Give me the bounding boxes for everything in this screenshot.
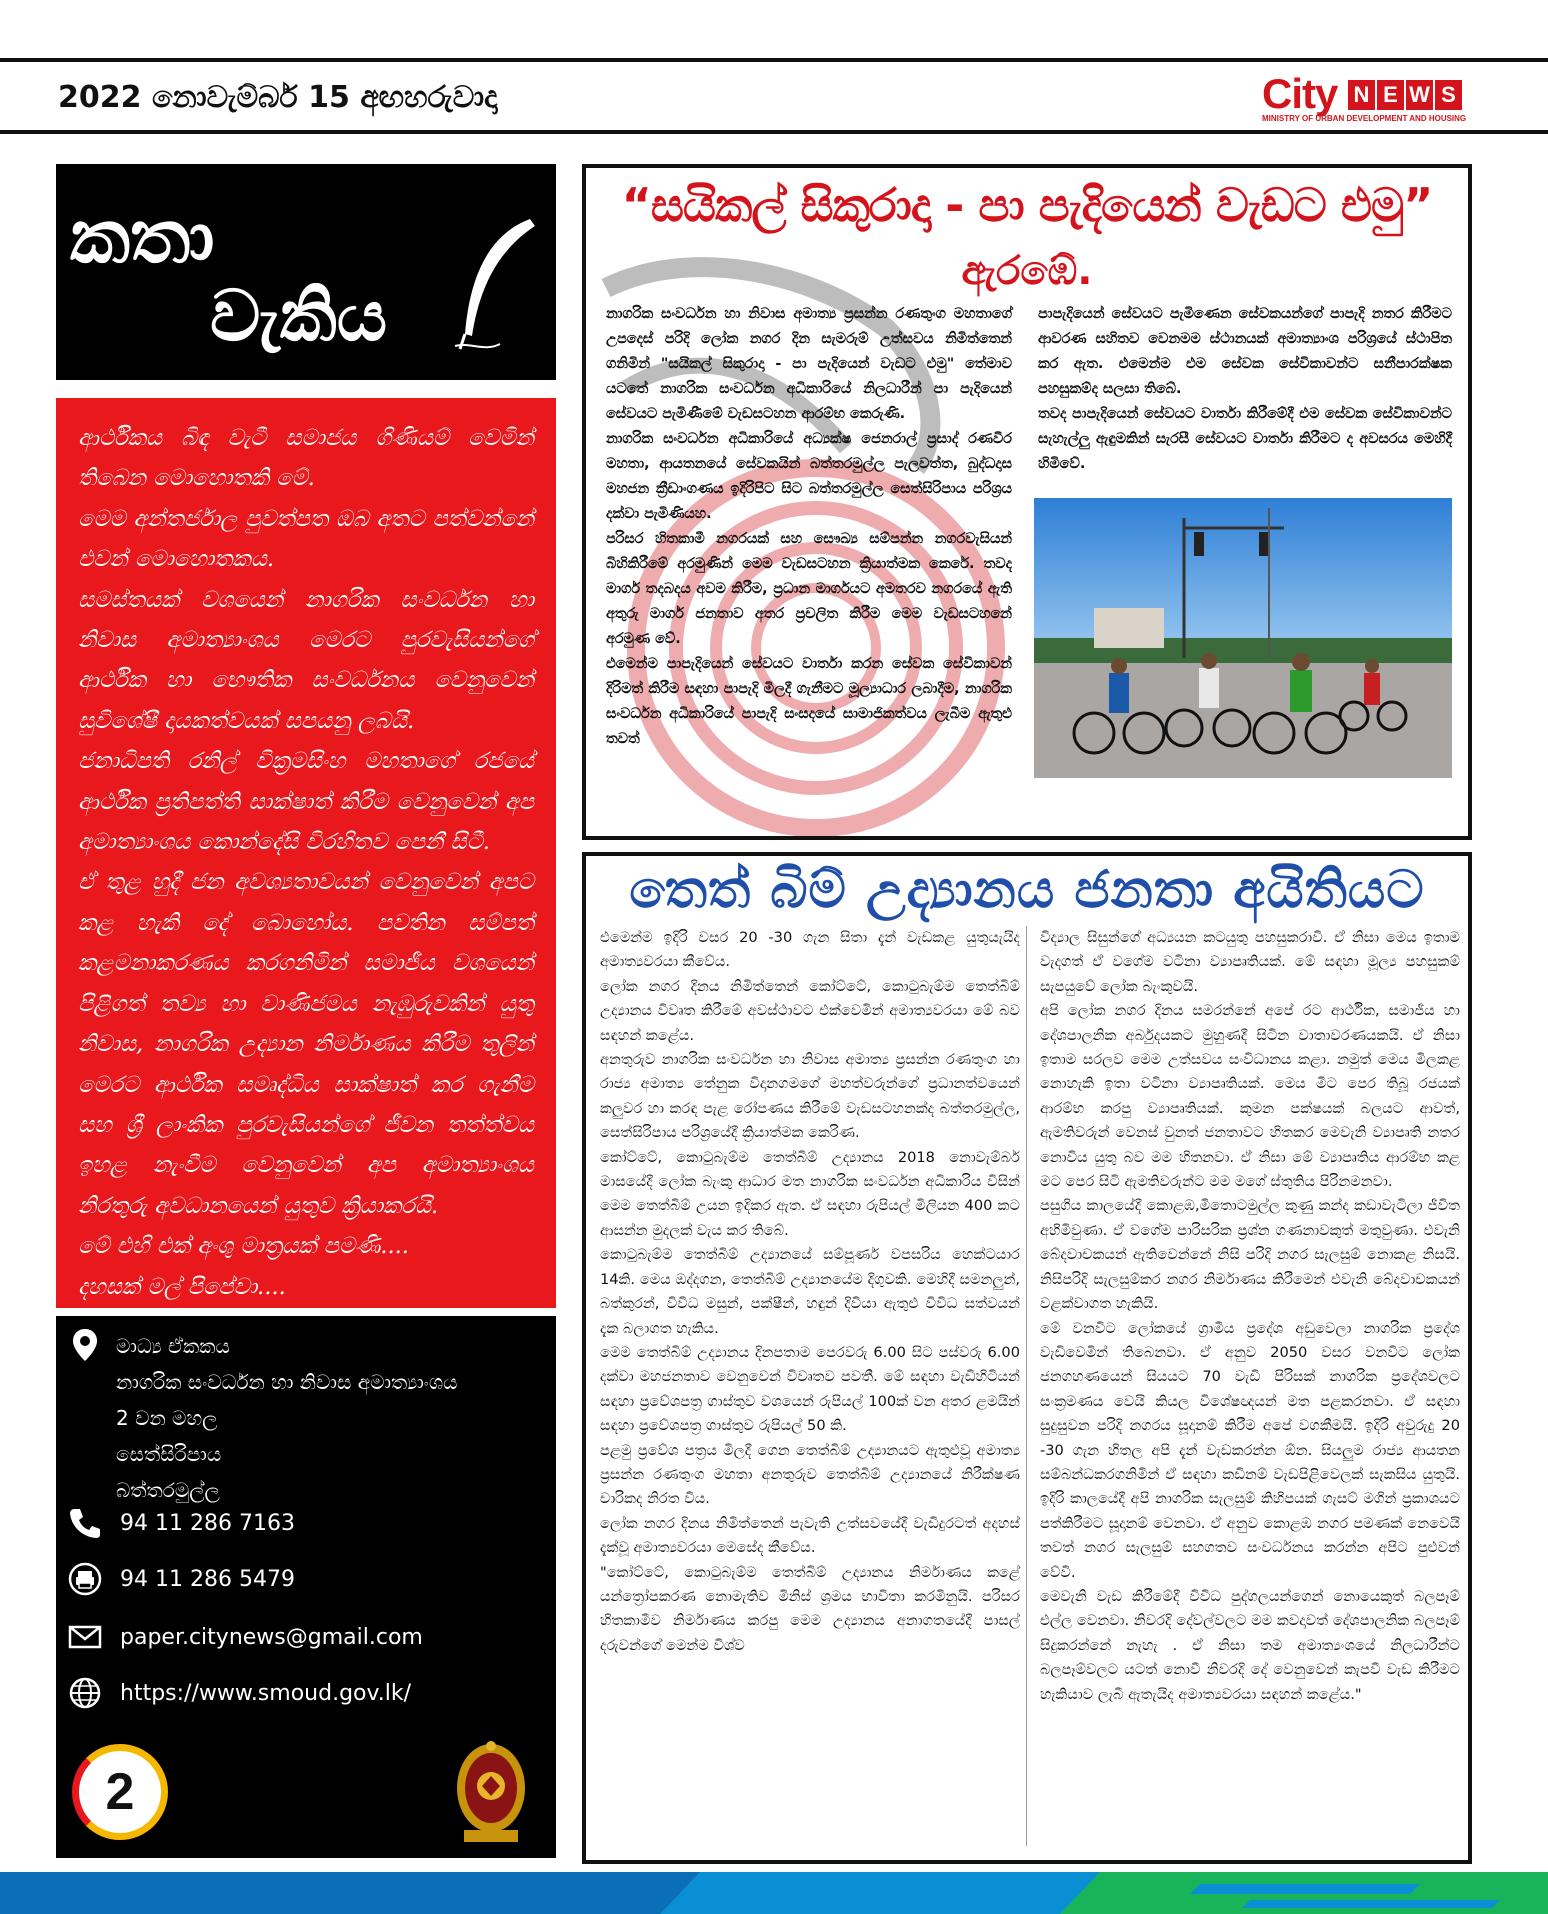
- issue-date: 2022 නොවැම්බර් 15 අඟහරුවාදා: [58, 80, 498, 115]
- phone-icon: [68, 1506, 102, 1540]
- editorial-paragraph: ජනාධිපති රනිල් වික්‍රමසිංහ මහතාගේ රජයේ ආර්ථික ප්‍රතිපත්ති සාක්ෂාත් කිරීම වෙනුවෙන් අප අමාත්‍යාංශය කොන්දේසි විරහිතව පෙනී සිටී.: [78, 748, 534, 856]
- editorial-paragraph: සමස්තයක් වශයෙන් නාගරික සංවර්ධන හා නිවාස අමාත්‍යාංශය මෙරට පුරවැසියන්ගේ ආර්ථික හා භෞතික සංවර්ධනය වෙනුවෙන් සුවිශේෂී දායකත්වයක් සපයනු ලබයි.: [78, 586, 534, 734]
- masthead-line-1: කතා: [70, 194, 215, 280]
- address-line: සෙත්සිරිපාය: [116, 1442, 222, 1466]
- article-paragraph: අපි ලෝක නගර දිනය සමරන්නේ අපේ රට ආර්ථික, සමාජීය හා දේශපාලනික අර්බුදයකට මුහුණදී සිටින වාතාවරණයකයි. ඒ නිසා ඉතාම සරලව මෙම උත්සවය සංවිධානය කළා. නමුත් මෙය මිලකළ නොහැකි ඉතා වටිනා ව්‍යාපෘතියක්. මෙය මීට පෙර තිබූ රජයක් ආරම්භ කරපු ව්‍යාපෘතියක්. කුමන පක්ෂයක් බලයට ආවත්, ඇමතිවරුන් වෙනස් වුනත් ජනතාවට හිතකර මෙවැනි ව්‍යාපෘති නතර නොවිය යුතු බව මම හිතනවා. ඒ නිසා මේ ව්‍යාපෘතිය ආරම්භ කළ මට පෙර සිටි ඇමතිවරුන්ට මම මගේ ස්තුතිය පිරිනමනවා.: [1040, 1002, 1460, 1191]
- phone-row: [68, 1506, 295, 1540]
- article-paragraph: අනතුරුව නාගරික සංවර්ධන හා නිවාස අමාත්‍ය ප්‍රසන්න රණතුංග හා රාජ්‍ය අමාත්‍ය තේනුක විදානගමගේ මහත්වරුන්ගේ ප්‍රධානත්වයෙන් කලුවර හා කරඳ පැළ රෝපණය කිරීමේ වැඩසටහනක්ද බත්තරමුල්ල, සෙත්සිරිපාය පරිශ්‍රයේදී ක්‍රියාත්මක කෙරිණ.: [600, 1051, 1020, 1142]
- editorial-paragraph: ආර්ථිකය බිඳ වැටී සමාජය ගිණියම් වෙමින් තිබෙන මොහොතකි මේ.: [78, 425, 534, 492]
- postal-address: [116, 1328, 458, 1508]
- phone-number: 94 11 286 7163: [120, 1510, 295, 1536]
- article-paragraph: එමෙන්ම පාපැදියෙන් සේවයට වාර්තා කරන සේවක සේවිකාවන් දිරිමත් කිරීම සඳහා පාපැදි මිලදී ගැනීමට මූල්‍යාධාර ලබාදීම, නාගරික සංවර්ධන අධිකාරියේ පාපැදි සංසදයේ සාමාජිකත්වය ලැබීම ඇතුළු තවත්: [606, 656, 1012, 747]
- logo-news-letters: [1348, 80, 1462, 110]
- header-top-rule: [0, 58, 1548, 62]
- article-column-right: [1038, 302, 1452, 477]
- article-paragraph: එමෙන්ම ඉදිරි වසර 20 -30 ගැන සිතා දැන් වැඩකළ යුතුයැයිද අමාත්‍යවරයා කීවේය.: [600, 929, 1020, 971]
- address-line: 2 වන මහල: [116, 1406, 218, 1430]
- logo-letter: W: [1406, 80, 1433, 110]
- article-headline: තෙත් බිම් උද්‍යානය ජනතා අයිතියට: [629, 860, 1425, 920]
- column-divider: [1026, 926, 1027, 1846]
- sri-lanka-emblem-icon: [454, 1740, 528, 1844]
- website-link[interactable]: https://www.smoud.gov.lk/: [120, 1680, 412, 1706]
- article-column-left: [600, 926, 1020, 1658]
- cyclists-photo: [1034, 498, 1452, 778]
- article-paragraph: කොටුබැම්ම තෙත්බිම් උද්‍යානයේ සම්පූර්ණ වපසරිය හෙක්ටයාර 14කි. මෙය ඔද්දගන, තෙත්බිම් උද්‍යානයේම දිගුවකි. මෙහිදී සමනලුන්, බත්කුරන්, විවිධ මසුන්, පක්ෂීන්, හඳුන් දිවියා ඇතුළු විවිධ සත්වයන් දැක බලාගත හැකිය.: [600, 1246, 1020, 1337]
- article-paragraph: තවද පාපැදියෙන් සේවයට වාර්තා කිරීමේදී එම සේවක සේවිකාවන්ට සැහැල්ලු ඇඳුමකින් සැරසී සේවයට වාර්තා කිරීමට ද අවසරය මෙහිදී හිමිවේ.: [1038, 406, 1452, 472]
- email-row: [68, 1620, 423, 1654]
- fax-icon: [68, 1562, 102, 1596]
- article-paragraph: නාගරික සංවර්ධන හා නිවාස අමාත්‍ය ප්‍රසන්න රණතුංග මහතාගේ උපදෙස් පරිදි ලෝක නගර දින සැමරුම් උත්සවය නිමිත්තෙන් ගනිමින් "සයිකල් සිකුරාදා - පා පැදියෙන් වැඩට එමු" තේමාව යටතේ නාගරික සංවර්ධන අධිකාරියේ නිලධාරීන් පා පැදියෙන් සේවයට පැමිණීමේ වැඩසටහන ආරම්භ කෙරුණි.: [606, 306, 1012, 422]
- article-paragraph: මේ වනවිට ලෝකයේ ග්‍රාමීය ප්‍රදේශ අඩුවෙලා නාගරික ප්‍රදේශ වැඩිවෙමින් තිබෙනවා. ඒ අනුව 2050 වසර වනවිට ලෝක ජනගහණයෙන් සියයට 70 වැඩි පිරිසක් නාගරික ප්‍රදේශවලට සංක්‍රමණය වෙයි කියල විශේෂඥයන් මත පළකරනවා. ඒ සඳහා සුදුසුවන පරිදි නගරය සූදානම් කිරීම අපේ වගකීමයි. ඉදිරි අවුරුදු 20 -30 ගැන හිතල අපි දැන් වැඩකරන්න ඕන. සියලුම රාජ්‍ය ආයතන සම්බන්ධකරගනිමින් ඒ සඳහා කඩිනම් වැඩපිළිවෙලක් සැකසිය යුතුයි. ඉදිරි කාලයේදී අපි නාගරික සැලසුම් කිහිපයක් ගැසට් මගින් ප්‍රකාශයට පත්කිරීමට සූදානම් වෙනවා. ඒ අනුව කොළඹ නගර පමණක් නෙවෙයි තවත් නගර සැලසුම් සහගතව සංවර්ධනය කරන්න අපිට පුළුවන් වේවි.: [1040, 1319, 1461, 1581]
- editorial-text-box: [56, 398, 556, 1308]
- city-news-logo: [1262, 70, 1502, 126]
- article-paragraph: මෙවැනි වැඩ කිරීමේදී විවිධ පුද්ගලයන්ගෙන් නොයෙකුත් බලපෑම් එල්ල වෙනවා. නිවරදි දේවල්වලට මම කවදාවත් දේශපාලනික බලපෑම් සිදුකරන්නේ නැහැ . ඒ නිසා තම අමාත්‍යංශයේ නිලධාරීන්ට බලපෑම්වලට යටත් නොවී නිවරදි දේ වෙනුවෙන් කැපවී වැඩ කිරීමට හැකියාව ලැබී ඇතැයිද අමාත්‍යවරයා සඳහන් කළේය.": [1040, 1587, 1460, 1703]
- quill-pen-icon: [450, 214, 540, 354]
- globe-icon: [68, 1676, 102, 1710]
- article-paragraph: මෙම තෙත්බිම් උද්‍යානය දිනපතාම පෙරවරු 6.00 සිට පස්වරු 6.00 දක්වා මහජනතාව වෙනුවෙන් විවෘතව පවතී. මේ සඳහා වැඩිහිටියන් සඳහා ප්‍රවේශපත්‍ර ගාස්තුව වශයෙන් රුපියල් 100ක් වන අතර ළමයින් සඳහා ප්‍රවේශපත්‍ර ගාස්තුව රුපියල් 50 කි.: [600, 1343, 1020, 1435]
- cycling-article: [582, 164, 1472, 840]
- logo-letter: S: [1435, 80, 1462, 110]
- editorial-paragraph: මේ එහි එක් අංශු මාත්‍රයක් පමණි....: [78, 1233, 409, 1260]
- fax-row: [68, 1562, 295, 1596]
- masthead-line-2: වැකිය: [210, 274, 388, 357]
- article-column-left: [606, 302, 1012, 752]
- logo-city-text: City: [1262, 70, 1338, 117]
- logo-letter: E: [1377, 80, 1404, 110]
- article-paragraph: "කෝට්ටේ, කොටුබැම්ම තෙත්බිම් උද්‍යානය නිර්මාණය කළේ යන්ත්‍රෝපකරණ නොමැතිව මිනිස් ශ්‍රමය භාවිතා කරමිනුයි. පරිසර හිතකාමීව නිර්මාණය කරපු මෙම උද්‍යානය අනාගතයේදී පාසල් දරුවන්ගේ මෙන්ම විශ්ව: [600, 1563, 1020, 1654]
- article-paragraph: පරිසර හිතකාමී නගරයක් සහ සෞඛ්‍ය සම්පන්න නගරවැසියන් බිහිකිරීමේ අරමුණින් මෙම වැඩසටහන ක්‍රියාත්මක කෙරේ. තවද මාර්ග තදබදය අවම කිරීම, ප්‍රධාන මාර්ගයට අමතරව නගරයේ ඇති අතුරු මාර්ග ජනතාව අතර ප්‍රචලිත කිරීම මෙම වැඩසටහනේ අරමුණ වේ.: [606, 531, 1012, 647]
- address-line: නාගරික සංවර්ධන හා නිවාස අමාත්‍යාංශය: [116, 1370, 458, 1394]
- footer-band: [0, 1872, 1548, 1914]
- email-link[interactable]: paper.citynews@gmail.com: [120, 1624, 423, 1650]
- logo-ministry-text: MINISTRY OF URBAN DEVELOPMENT AND HOUSING: [1262, 114, 1467, 123]
- envelope-icon: [68, 1620, 102, 1654]
- logo-letter: N: [1348, 80, 1375, 110]
- article-paragraph: පළමු ප්‍රවේශ පත්‍රය මිලදී ගෙන තෙත්බිම් උද්‍යානයට ඇතුළුවූ අමාත්‍ය ප්‍රසන්න රණතුංග මහතා අනතුරුව තෙත්බිම් උද්‍යානයේ නිරීක්ෂණ චාරිකද නිරත විය.: [600, 1441, 1020, 1508]
- article-paragraph: විද්‍යාල සිසුන්ගේ අධ්‍යයන කටයුතු පහසුකරාවි. ඒ නිසා මෙය ඉතාම වැදගත් ඒ වගේම වටිනා ව්‍යාපෘතියක්. මේ සඳහා මූල්‍ය පහසුකම් සැපයුවේ ලෝක බැංකුවයි.: [1040, 929, 1460, 995]
- article-paragraph: පසුගිය කාලයේදී කොළඹ,මීතොටමුල්ල කුණු කන්ද කඩාවැටිලා ජීවිත අහිමිවුණා. ඒ වගේම පාරිසරික ප්‍රශ්න ගණනාවකුත් මතුවුණා. එවැනි බේදවාචකයන් ඇතිවෙන්නේ නිසි පරිදි නගර සැලසුම් නොකළ නිසයි. නිසිපරිදි සැලසුම්කර නගර නිර්මාණය කිරීමෙන් එවැනි බේදවාචකයන් වළක්වාගත හැකියි.: [1040, 1197, 1460, 1313]
- address-line: බත්තරමුල්ල: [116, 1478, 220, 1502]
- fax-number: 94 11 286 5479: [120, 1566, 295, 1592]
- editorial-masthead: [56, 164, 556, 380]
- website-row: [68, 1676, 411, 1710]
- article-paragraph: පාපැදියෙන් සේවයට පැමිණෙන සේවකයන්ගේ පාපැදි නතර කිරීමට ආවරණ සහිතව වෙනමම ස්ථානයක් අමාත්‍යාංශ පරිශ්‍රයේ ස්ථාපිත කර ඇත. එමෙන්ම එම සේවක සේවිකාවන්ට සනීපාරක්ෂක පහසුකම්ද සලසා තිබේ.: [1038, 306, 1452, 397]
- address-line: මාධ්‍ය ඒකකය: [116, 1334, 230, 1358]
- page-number-badge: 2: [72, 1744, 168, 1840]
- editorial-paragraph: දහසක් මල් පිපේවා....: [78, 1273, 286, 1300]
- header-bottom-rule: [0, 130, 1548, 134]
- article-paragraph: නාගරික සංවර්ධන අධිකාරියේ අධ්‍යක්ෂ ජෙනරාල් ප්‍රසාද් රණවීර මහතා, ආයතනයේ සේවකයින් බත්තරමුල්ල පැලවත්ත, බුද්ධදාස මහජන ක්‍රීඩාංගණය ඉදිරිපිට සිට බත්තරමුල්ල සෙත්සිරිපාය පරිශ්‍රය දක්වා පැමිණියහ.: [606, 431, 1012, 522]
- location-pin-icon: [72, 1328, 98, 1362]
- editorial-paragraph: ඒ තුළ හුදී ජන අවශ්‍යතාවයන් වෙනුවෙන් අපට කළ හැකි දේ බොහෝය. පවතින සම්පත් කළමනාකරණය කරගනිමින් සමාජීය වශයෙන් පිළිගත් තව්‍ය හා වාණිජමය නැඹුරුවකින් යුතු නිවාස, නාගරික උද්‍යාන නිර්මාණය කිරීම තුලින් මෙරට ආර්ථික සමෘද්ධිය සාක්ෂාත් කර ගැනීම සහ ශ්‍රී ලාංකික පුරවැසියන්ගේ ජීවන තත්ත්වය ඉහළ නැංවීම වෙනුවෙන් අප අමාත්‍යාංශය නිරතුරු අවධානයෙන් යුතුව ක්‍රියාකරයි.: [78, 869, 534, 1219]
- contact-info-box: [56, 1316, 556, 1858]
- article-paragraph: ලෝක නගර දිනය නිමිත්තෙන් කෝට්ටේ, කොටුබැම්ම තෙත්බිම් උද්‍යානය විවෘත කිරීමේ අවස්ථාවට එක්වෙමින් අමාත්‍යවරයා මේ බව සඳහන් කළේය.: [600, 977, 1020, 1044]
- article-subheadline: ඇරඹේ.: [961, 248, 1093, 294]
- article-headline: “සයිකල් සිකුරාදා - පා පැදියෙන් වැඩට එමු”: [621, 178, 1433, 232]
- wetland-park-article: [582, 852, 1472, 1864]
- article-paragraph: කෝට්ටේ, කොටුබැම්ම තෙත්බිම් උද්‍යානය 2018 නොවැම්බර් මාසයේදී ලෝක බැංකු ආධාර මත නාගරික සංවර්ධන අධිකාරිය විසින් මෙම තෙත්බිම් උයන ඉදිකර ඇත. ඒ සඳහා රුපියල් මිලියන 400 කට ආසන්න මුදලක් වැය කර තිබේ.: [600, 1148, 1020, 1239]
- article-column-right: [1040, 926, 1460, 1707]
- editorial-paragraph: මෙම අන්තර්ජාල පුවත්පත ඔබ අතට පත්වන්නේ එවන් මොහොතකය.: [78, 505, 534, 573]
- article-paragraph: ලෝක නගර දිනය නිමිත්තෙන් පැවැති උත්සවයේදී වැඩිදුරටත් අදහස් දැක්වූ අමාත්‍යවරයා මෙසේද කීවේය.: [600, 1514, 1020, 1557]
